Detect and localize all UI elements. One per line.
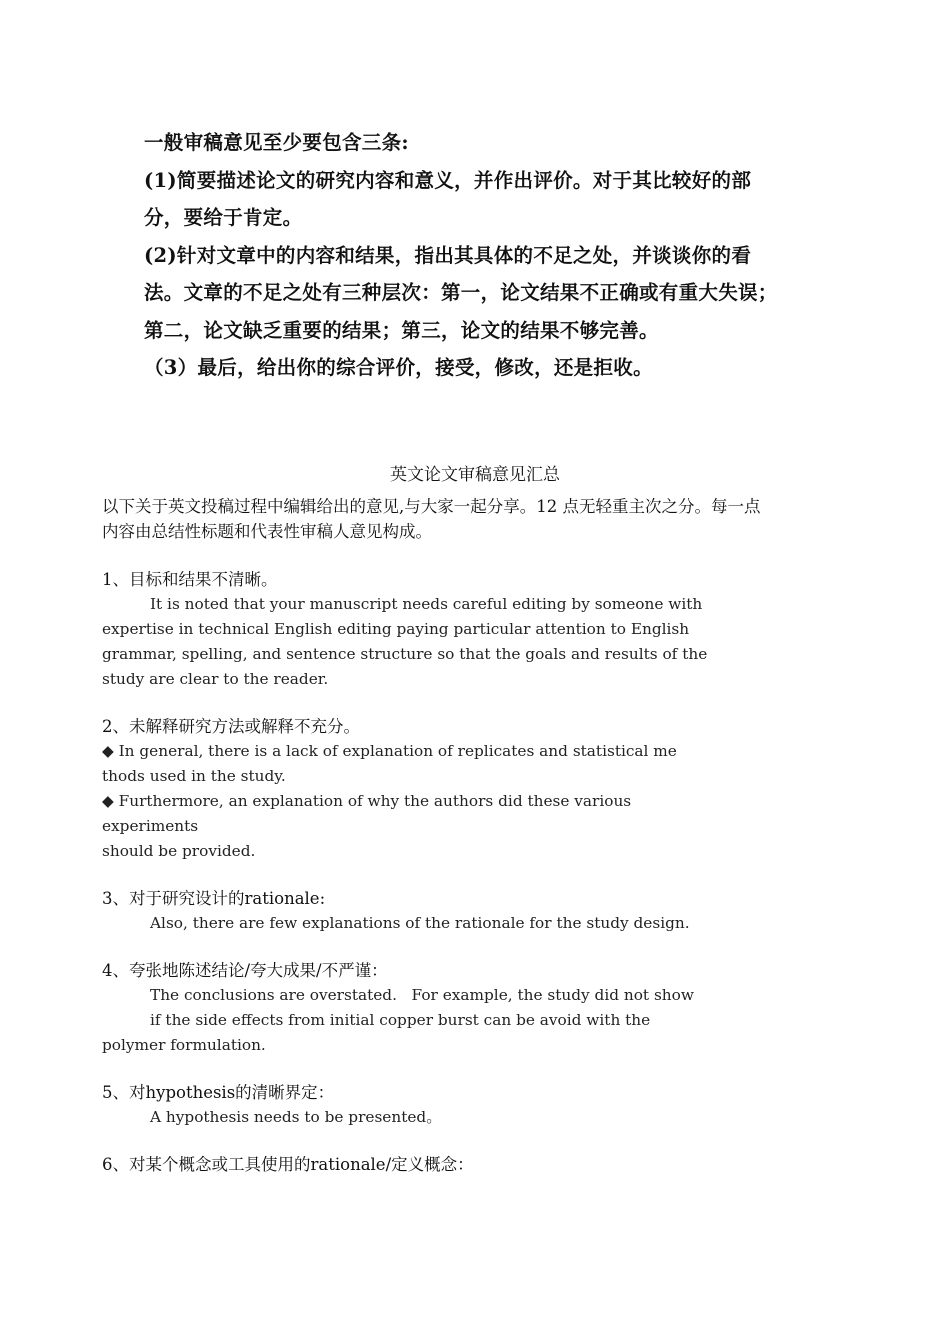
item-text-line: It is noted that your manuscript needs careful editing by someone with [150,595,703,613]
item-text-line: expertise in technical English editing paying particular attention to English [102,620,690,638]
item-text-line: thods used in the study. [102,767,286,785]
item-heading: 3、对于研究设计的rationale: [102,889,326,908]
item-text-line: ◆ Furthermore, an explanation of why the authors did these various [102,792,632,810]
item-heading: 6、对某个概念或工具使用的rationale/定义概念： [102,1155,474,1174]
preface-line: 内容由总结性标题和代表性审稿人意见构成。 [102,522,432,541]
item-heading: 1、目标和结果不清晰。 [102,570,278,589]
item-text-line: if the side effects from initial copper burst can be avoid with the [150,1011,651,1029]
item-text-line: grammar, spelling, and sentence structure so that the goals and results of the [102,645,708,663]
item-heading: 4、夸张地陈述结论/夸大成果/不严谨： [102,961,388,980]
guideline-line: 法。文章的不足之处有三种层次：第一，论文结果不正确或有重大失误； [144,281,778,304]
item-text-line: study are clear to the reader. [102,670,329,688]
guideline-heading: 一般审稿意见至少要包含三条: [144,131,409,154]
guideline-line: （3）最后，给出你的综合评价，接受，修改，还是拒收。 [144,356,653,379]
preface-line: 以下关于英文投稿过程中编辑给出的意见,与大家一起分享。12 点无轻重主次之分。每一点 [102,497,761,516]
item-text-line: A hypothesis needs to be presented。 [150,1108,442,1126]
item-text-line: Also, there are few explanations of the rationale for the study design. [150,914,690,932]
item-text-line: The conclusions are overstated. For example, the study did not show [150,986,694,1004]
document-title: 英文论文审稿意见汇总 [390,465,560,485]
guideline-line: 分，要给于肯定。 [144,206,303,229]
item-heading: 5、对hypothesis的清晰界定： [102,1083,335,1102]
guideline-line: 第二，论文缺乏重要的结果；第三，论文的结果不够完善。 [144,318,659,342]
guideline-line: (2)针对文章中的内容和结果，指出其具体的不足之处，并谈谈你的看 [144,243,752,267]
review-guidelines [144,124,824,387]
item-text-line: polymer formulation. [102,1036,266,1054]
item-heading: 2、未解释研究方法或解释不充分。 [102,717,360,736]
item-text-line: should be provided. [102,842,256,860]
guideline-line: (1)简要描述论文的研究内容和意义，并作出评价。对于其比较好的部 [144,168,752,192]
document-body [102,494,862,1177]
item-text-line: ◆ In general, there is a lack of explanation of replicates and statistical me [102,742,677,760]
item-text-line: experiments [102,817,199,835]
